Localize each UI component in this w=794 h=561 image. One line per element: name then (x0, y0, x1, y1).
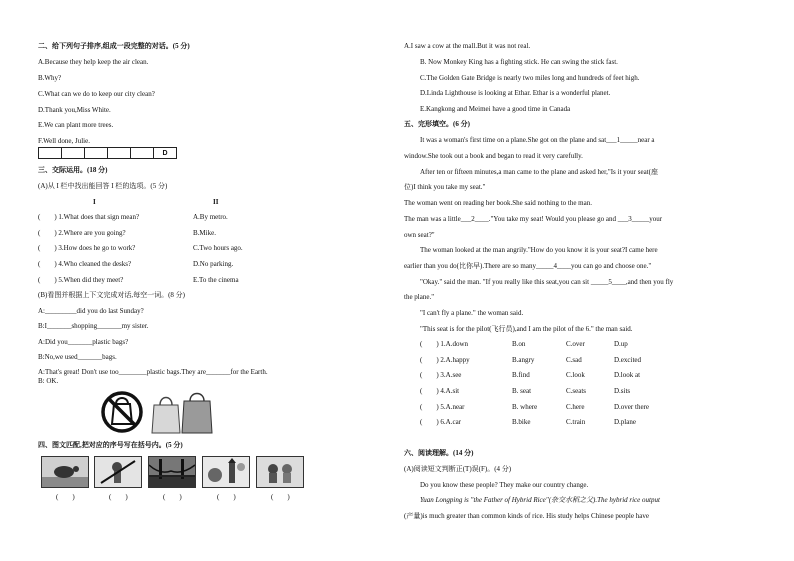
reading-line-1: Do you know these people? They make our country change. (420, 481, 589, 489)
section-3b-title: (B)看图并根据上下文完成对话,每空一词。(8 分) (38, 291, 185, 299)
cloze-option: D.over there (614, 403, 649, 411)
section-4-title: 四、图文匹配,把对应的序号写在括号内。(5 分) (38, 441, 183, 449)
column-ii-header: II (213, 198, 219, 206)
cloze-question-6: ( ) 6.A.car (420, 418, 462, 426)
picture-kangkong-meimei (256, 456, 304, 488)
passage-line-4: 位)I think you take my seat." (404, 183, 486, 191)
passage-line-13: "This seat is for the pilot(飞行员),and I am the pilot of the 6." the man said. (420, 325, 633, 333)
match-question-5: ( ) 5.When did they meet? (38, 276, 124, 284)
passage-line-10: "Okay." said the man. "If you really like this seat,you can sit _____5____,and then you fly (420, 278, 674, 286)
passage-line-2: window.She took out a book and began to read it very carefully. (404, 152, 583, 160)
picture-lighthouse-planet (202, 456, 250, 488)
section-6-title: 六、阅读理解。(14 分) (404, 449, 474, 457)
cloze-option: C.train (566, 418, 586, 426)
reading-line-2: Yuan Longping is "the Father of Hybrid Rice"(杂交水稻之父).The hybrid rice output (420, 496, 660, 504)
cloze-question-4: ( ) 4.A.sit (420, 387, 460, 395)
match-answer-c: C.Two hours ago. (193, 244, 243, 252)
cloze-option: C.sad (566, 356, 582, 364)
order-cell[interactable] (131, 148, 154, 159)
cloze-option: C.over (566, 340, 585, 348)
picture-monkey-king (94, 456, 142, 488)
passage-line-8: The woman looked at the man angrily."How do you know it is your seat?I came here (420, 246, 658, 254)
match-question-2: ( ) 2.Where are you going? (38, 229, 126, 237)
passage-line-7: own seat?" (404, 231, 435, 239)
order-item-e: E.We can plant more trees. (38, 121, 114, 129)
cloze-option: B. where (512, 403, 538, 411)
match-sentence-e: E.Kangkong and Meimei have a good time in Canada (420, 105, 571, 113)
cloze-option: C.here (566, 403, 585, 411)
cloze-option: B.find (512, 371, 530, 379)
picture-cow-at-mall (41, 456, 89, 488)
passage-line-1: It was a woman's first time on a plane.She got on the plane and sat___1_____near a (420, 136, 655, 144)
match-answer-d: D.No parking. (193, 260, 234, 268)
cloze-option: D.up (614, 340, 628, 348)
order-answer-table (38, 147, 177, 159)
match-answer-a: A.By metro. (193, 213, 228, 221)
cloze-option: C.seats (566, 387, 587, 395)
cloze-option: D.plane (614, 418, 636, 426)
dialog-line-6: B: OK. (38, 377, 59, 385)
dialog-line-4: B:No,we used_______bags. (38, 353, 117, 361)
picture-golden-gate-bridge (148, 456, 196, 488)
paper-bags-image (150, 391, 216, 435)
passage-line-6: The man was a little___2____."You take my seat! Would you please go and ___3_____your (404, 215, 663, 223)
dialog-line-5: A:That's great! Don't use too________plastic bags.They are_______for the Earth. (38, 368, 268, 376)
answer-blank-2[interactable]: ( ) (109, 493, 128, 501)
cloze-option: B.angry (512, 356, 535, 364)
match-question-1: ( ) 1.What does that sign mean? (38, 213, 140, 221)
order-item-c: C.What can we do to keep our city clean? (38, 90, 155, 98)
order-cell[interactable] (62, 148, 85, 159)
section-3-title: 三、交际运用。(18 分) (38, 166, 108, 174)
passage-line-3: After ten or fifteen minutes,a man came to the plane and asked her,"Is it your seat(座 (420, 168, 658, 176)
section-5-title: 五、完形填空。(6 分) (404, 120, 470, 128)
dialog-line-3: A:Did you_______plastic bags? (38, 338, 129, 346)
cloze-option: B. seat (512, 387, 532, 395)
match-sentence-b: B. Now Monkey King has a fighting stick. He can swing the stick fast. (420, 58, 618, 66)
answer-blank-5[interactable]: ( ) (271, 493, 290, 501)
cloze-option: D.excited (614, 356, 642, 364)
passage-line-11: the plane." (404, 293, 435, 301)
match-sentence-c: C.The Golden Gate Bridge is nearly two miles long and hundreds of feet high. (420, 74, 640, 82)
order-item-b: B.Why? (38, 74, 62, 82)
cloze-option: D.look at (614, 371, 641, 379)
order-cell[interactable] (108, 148, 131, 159)
match-answer-e: E.To the cinema (193, 276, 239, 284)
passage-line-12: "I can't fly a plane." the woman said. (420, 309, 524, 317)
match-question-4: ( ) 4.Who cleaned the desks? (38, 260, 132, 268)
order-item-d: D.Thank you,Miss White. (38, 106, 111, 114)
dialog-line-2: B:I_______shopping_______my sister. (38, 322, 149, 330)
cloze-option: D.sits (614, 387, 631, 395)
cloze-question-5: ( ) 5.A.near (420, 403, 465, 411)
cloze-option: C.look (566, 371, 585, 379)
cloze-question-3: ( ) 3.A.see (420, 371, 462, 379)
order-item-f: F.Well done, Julie. (38, 137, 90, 145)
order-cell[interactable] (39, 148, 62, 159)
answer-blank-4[interactable]: ( ) (217, 493, 236, 501)
reading-line-3: (产量)is much greater than common kinds of rice. His study helps Chinese people have (404, 512, 649, 520)
order-cell: D (154, 148, 177, 159)
order-item-a: A.Because they help keep the air clean. (38, 58, 149, 66)
no-plastic-bag-icon (100, 390, 144, 434)
cloze-option: B.on (512, 340, 526, 348)
match-sentence-d: D.Linda Lighthouse is looking at Ethar. Ethar is a wonderful planet. (420, 89, 611, 97)
passage-line-5: The woman went on reading her book.She said nothing to the man. (404, 199, 592, 207)
dialog-line-1: A:_________did you do last Sunday? (38, 307, 144, 315)
cloze-option: B.bike (512, 418, 531, 426)
section-2-title: 二、给下列句子排序,组成一段完整的对话。(5 分) (38, 42, 190, 50)
match-sentence-a: A.I saw a cow at the mall.But it was not real. (404, 42, 531, 50)
answer-blank-1[interactable]: ( ) (56, 493, 75, 501)
passage-line-9: earlier than you do(比你早).There are so many_____4____you can go and choose one." (404, 262, 652, 270)
section-3a-title: (A)从 I 栏中找出能回答 I 栏的选项。(5 分) (38, 182, 168, 190)
order-cell[interactable] (85, 148, 108, 159)
match-question-3: ( ) 3.How does he go to work? (38, 244, 136, 252)
cloze-question-2: ( ) 2.A.happy (420, 356, 470, 364)
cloze-question-1: ( ) 1.A.down (420, 340, 469, 348)
section-6a-title: (A)阅读短文判断正(T)误(F)。(4 分) (404, 465, 512, 473)
answer-blank-3[interactable]: ( ) (163, 493, 182, 501)
column-i-header: I (93, 198, 96, 206)
match-answer-b: B.Mike. (193, 229, 216, 237)
